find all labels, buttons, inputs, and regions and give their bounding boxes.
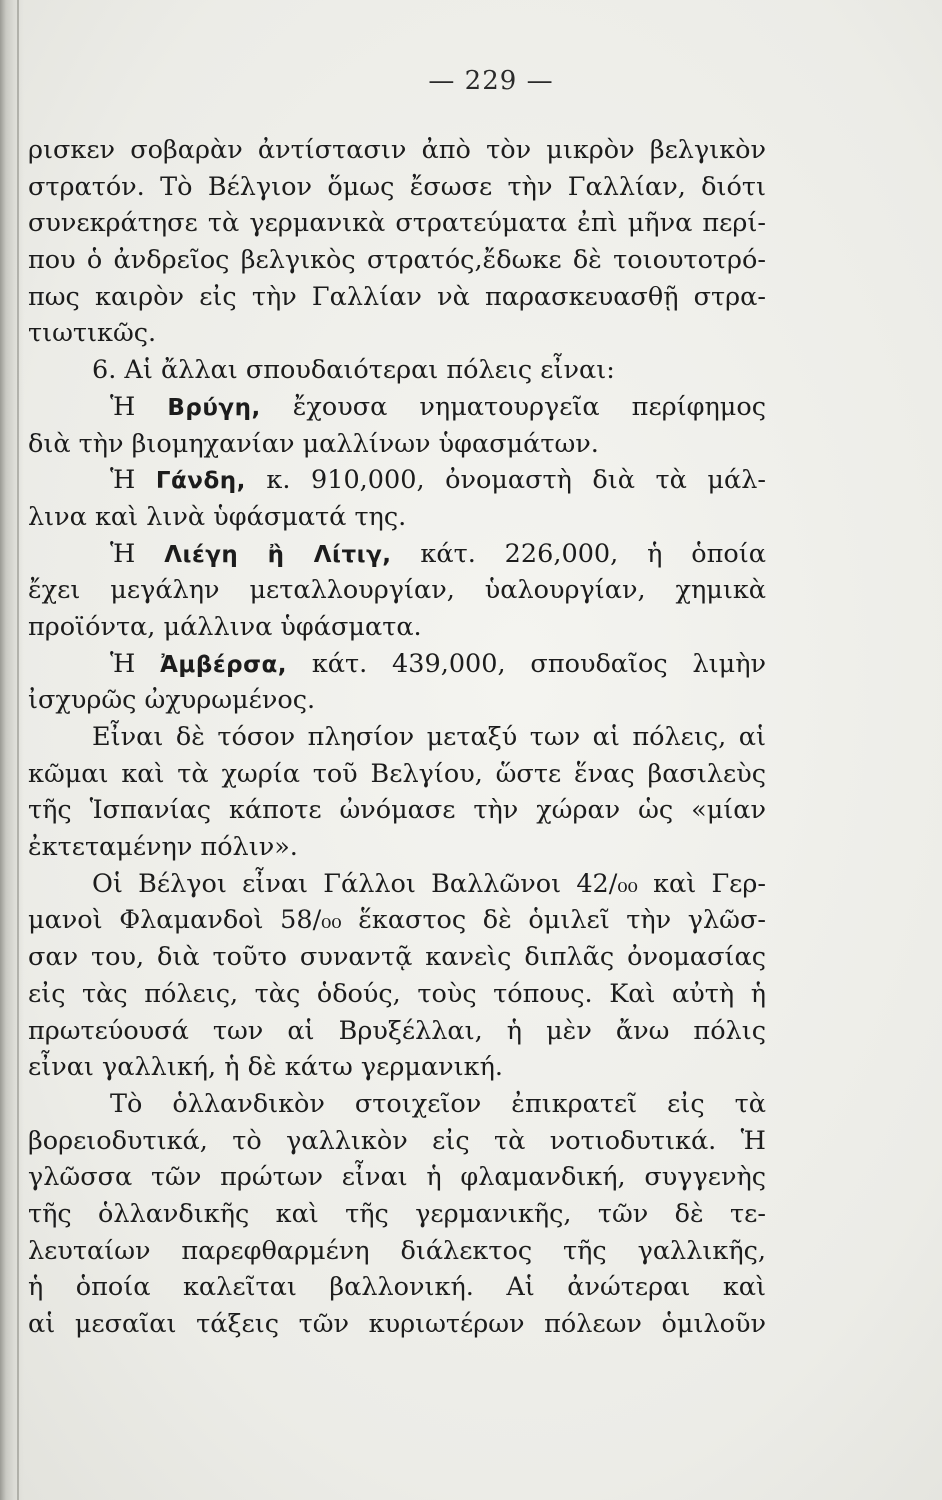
- text-line: συνεκράτησε τὰ γερμανικὰ στρατεύματα ἐπὶ μῆνα περί-: [28, 208, 766, 239]
- text-line: Ἡ Ἀμβέρσα, κάτ. 439,000, σπουδαῖος λιμὴν: [110, 648, 766, 679]
- text-line: τῆς ὁλλανδικῆς καὶ τῆς γερμανικῆς, τῶν δὲ τε-: [28, 1198, 766, 1229]
- text-line: Ἡ Γάνδη, κ. 910,000, ὀνομαστὴ διὰ τὰ μάλ-: [110, 465, 766, 496]
- text-line: Εἶναι δὲ τόσον πλησίον μεταξύ των αἱ πόλεις, αἱ: [92, 722, 766, 752]
- text-line: στρατόν. Τὸ Βέλγιον ὅμως ἔσωσε τὴν Γαλλίαν, διότι: [28, 171, 766, 202]
- text-line: πρωτεύουσά των αἱ Βρυξέλλαι, ἡ μὲν ἄνω πόλις: [28, 1015, 766, 1046]
- text-line: προϊόντα, μάλλινα ὑφάσματα.: [28, 611, 422, 642]
- text-line: βορειοδυτικά, τὸ γαλλικὸν εἰς τὰ νοτιοδυτικά. Ἡ: [28, 1125, 766, 1156]
- town-name-antwerp: Ἀμβέρσα,: [160, 651, 288, 678]
- text-line: Ἡ Λιέγη ἢ Λίτιγ, κάτ. 226,000, ἡ ὁποία: [110, 538, 766, 569]
- town-name-bruges: Βρύγη,: [167, 394, 261, 421]
- text-line: μανοὶ Φλαμανδοὶ 58/₀₀ ἕκαστος δὲ ὁμιλεῖ τὴν γλῶσ-: [28, 905, 766, 936]
- text-line: εἰς τὰς πόλεις, τὰς ὁδούς, τοὺς τόπους. Καὶ αὐτὴ ἡ: [28, 978, 766, 1009]
- text-line: ρισκεν σοβαρὰν ἀντίστασιν ἀπὸ τὸν μικρὸν βελγικὸν: [28, 135, 766, 165]
- text-line: που ὁ ἀνδρεῖος βελγικὸς στρατός,ἔδωκε δὲ τοιουτοτρό-: [28, 245, 766, 276]
- text-line: ἰσχυρῶς ὠχυρωμένος.: [28, 685, 316, 716]
- binding-edge-line: [17, 0, 19, 1500]
- text-line: ἐκτεταμένην πόλιν».: [28, 832, 298, 863]
- page-number: — 229 —: [428, 66, 554, 96]
- text-line: Οἱ Βέλγοι εἶναι Γάλλοι Βαλλῶνοι 42/₀₀ καὶ Γερ-: [92, 868, 766, 899]
- text-line: λευταίων παρεφθαρμένη διάλεκτος τῆς γαλλικῆς,: [28, 1235, 766, 1266]
- town-name-liege: Λιέγη ἢ Λίτιγ,: [164, 541, 392, 568]
- text-line: γλῶσσα τῶν πρώτων εἶναι ἡ φλαμανδική, συγγενὴς: [28, 1162, 766, 1193]
- text-line: ἔχει μεγάλην μεταλλουργίαν, ὑαλουργίαν, χημικὰ: [28, 575, 766, 606]
- text-line: κῶμαι καὶ τὰ χωρία τοῦ Βελγίου, ὥστε ἕνας βασιλεὺς: [28, 758, 766, 789]
- text-line: Ἡ Βρύγη, ἔχουσα νηματουργεῖα περίφημος: [110, 391, 766, 422]
- town-name-ghent: Γάνδη,: [155, 468, 246, 495]
- text-line: εἶναι γαλλική, ἡ δὲ κάτω γερμανική.: [28, 1052, 503, 1083]
- text-line: ἡ ὁποία καλεῖται βαλλονική. Αἱ ἀνώτεραι καὶ: [28, 1272, 766, 1303]
- body-text: [28, 132, 766, 1343]
- text-line: αἱ μεσαῖαι τάξεις τῶν κυριωτέρων πόλεων ὁμιλοῦν: [28, 1309, 766, 1339]
- text-line: λινα καὶ λινὰ ὑφάσματά της.: [28, 501, 407, 532]
- text-line: τιωτικῶς.: [28, 318, 157, 349]
- page-binding-shadow: [0, 0, 24, 1500]
- text-line: Τὸ ὁλλανδικὸν στοιχεῖον ἐπικρατεῖ εἰς τὰ: [110, 1088, 766, 1119]
- text-line: πως καιρὸν εἰς τὴν Γαλλίαν νὰ παρασκευασθῇ στρα-: [28, 281, 766, 312]
- text-line: τῆς Ἱσπανίας κάποτε ὠνόμασε τὴν χώραν ὡς «μίαν: [28, 795, 766, 826]
- section-heading-line: 6. Αἱ ἄλλαι σπουδαιότεραι πόλεις εἶναι:: [92, 355, 615, 386]
- text-line: σαν του, διὰ τοῦτο συναντᾷ κανεὶς διπλᾶς ὀνομασίας: [28, 942, 766, 973]
- text-line: διὰ τὴν βιομηχανίαν μαλλίνων ὑφασμάτων.: [28, 428, 599, 459]
